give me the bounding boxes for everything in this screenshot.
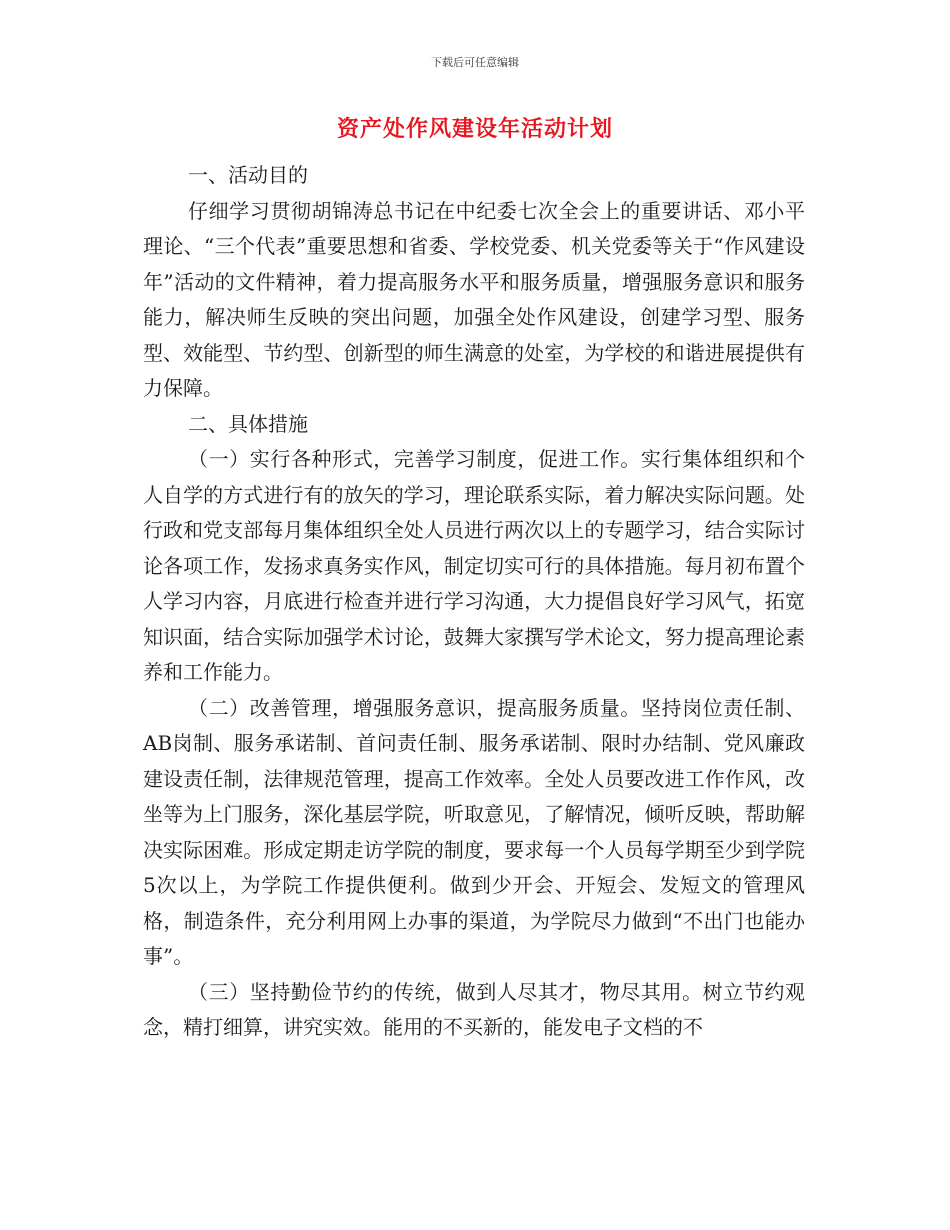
section-heading-measures: 二、具体措施 xyxy=(188,411,308,436)
paragraph-purpose: 仔细学习贯彻胡锦涛总书记在中纪委七次全会上的重要讲话、邓小平理论、“三个代表”重要思想和省委、学校党委、机关党委等关于“作风建设年”活动的文件精神，着力提高服务水平和服务质量，增强服务意识和服务能力，解决师生反映的突出问题，加强全处作风建设，创建学习型、服务型、效能型、节约型、创新型的师生满意的处室，为学校的和谐进展提供有力保障。 xyxy=(143,198,805,400)
document-title: 资产处作风建设年活动计划 xyxy=(336,117,613,142)
paragraph-measure-3: （三）坚持勤俭节约的传统，做到人尽其才，物尽其用。树立节约观念，精打细算，讲究实效。能用的不买新的，能发电子文档的不 xyxy=(143,979,805,1039)
section-heading-purpose: 一、活动目的 xyxy=(188,163,308,187)
paragraph-measure-1: （一）实行各种形式，完善学习制度，促进工作。实行集体组织和个人自学的方式进行有的放矢的学习，理论联系实际，着力解决实际问题。处行政和党支部每月集体组织全处人员进行两次以上的专题学习，结合实际讨论各项工作，发扬求真务实作风，制定切实可行的具体措施。每月初布置个人学习内容，月底进行检查并进行学习沟通，大力提倡良好学习风气，拓宽知识面，结合实际加强学术讨论，鼓舞大家撰写学术论文，努力提高理论素养和工作能力。 xyxy=(143,447,805,684)
header-note: 下载后可任意编辑 xyxy=(431,56,519,69)
document-body xyxy=(143,158,805,1046)
paragraph-measure-2: （二）改善管理，增强服务意识，提高服务质量。坚持岗位责任制、AB岗制、服务承诺制、首问责任制、服务承诺制、限时办结制、党风廉政建设责任制，法律规范管理，提高工作效率。全处人员要改进工作作风，改坐等为上门服务，深化基层学院，听取意见，了解情况，倾听反映，帮助解决实际困难。形成定期走访学院的制度，要求每一个人员每学期至少到学院5次以上，为学院工作提供便利。做到少开会、开短会、发短文的管理风格，制造条件，充分利用网上办事的渠道，为学院尽力做到“不出门也能办事”。 xyxy=(143,695,805,968)
